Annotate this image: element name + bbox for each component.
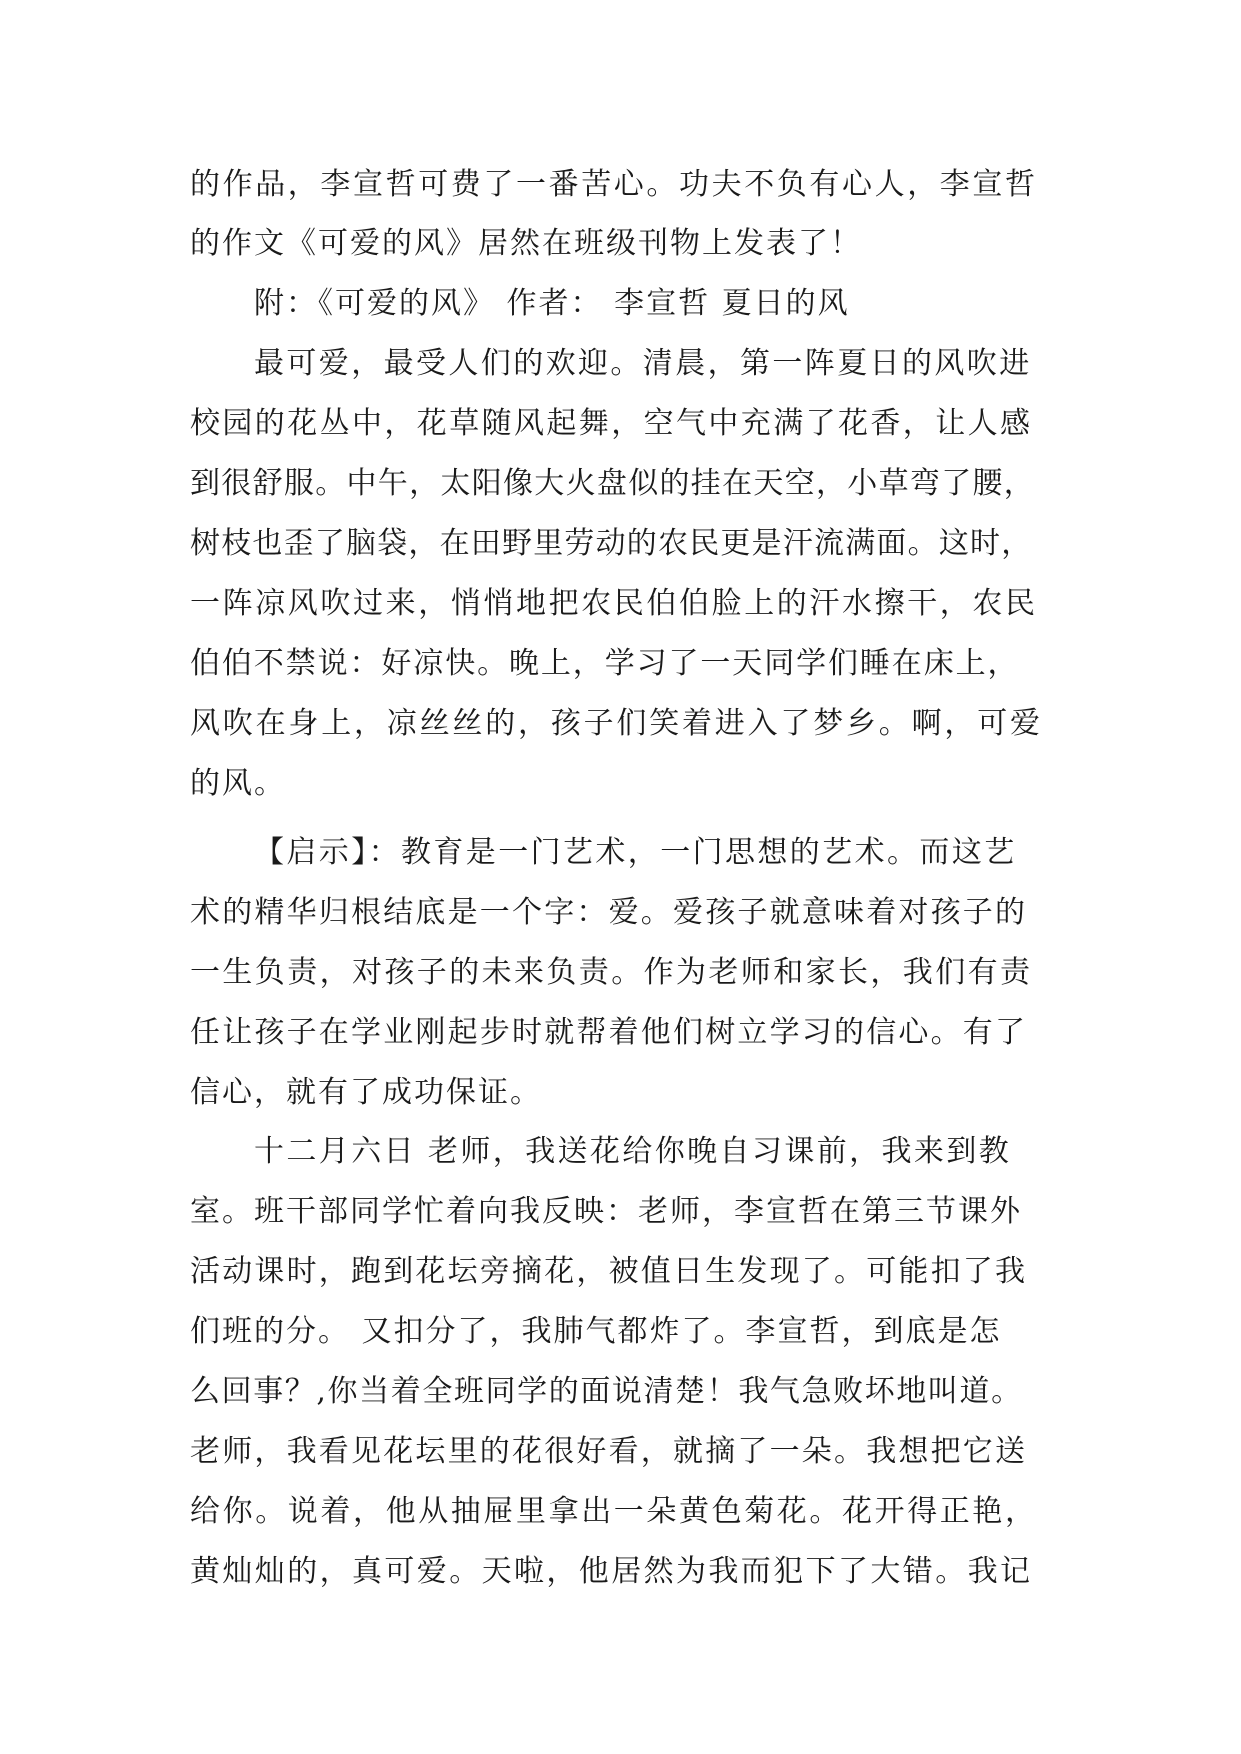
- text-line-content: 们班的分。 又扣分了，我肺气都炸了。李宣哲，到底是怎: [190, 1314, 1002, 1349]
- text-line: [0, 882, 1241, 944]
- text-line: [0, 333, 1241, 395]
- text-line-content: 老师，我看见花坛里的花很好看，就摘了一朵。我想把它送: [190, 1434, 1028, 1469]
- text-line-content: 的风。: [190, 766, 286, 801]
- text-line: [0, 1361, 1241, 1423]
- text-line: [0, 1062, 1241, 1124]
- text-line-content: 黄灿灿的，真可爱。天啦，他居然为我而犯下了大错。我记: [190, 1554, 1033, 1589]
- text-line: [0, 1301, 1241, 1363]
- text-line-content: 校园的花丛中，花草随风起舞，空气中充满了花香，让人感: [190, 406, 1033, 441]
- text-line-content: 到很舒服。中午，太阳像大火盘似的挂在天空，小草弯了腰，: [190, 466, 1036, 501]
- text-line: [0, 573, 1241, 635]
- text-line-content: 任让孩子在学业刚起步时就帮着他们树立学习的信心。有了: [190, 1015, 1028, 1050]
- text-line-content: 给你。说着，他从抽屉里拿出一朵黄色菊花。花开得正艳，: [190, 1494, 1038, 1529]
- text-line: [0, 393, 1241, 455]
- text-line-content: 附：《可爱的风》 作者： 李宣哲 夏日的风: [254, 286, 850, 321]
- text-line: [0, 213, 1241, 275]
- text-line: [0, 693, 1241, 755]
- text-line: [0, 822, 1241, 884]
- text-line: [0, 1002, 1241, 1064]
- text-line: [0, 1481, 1241, 1543]
- text-line-content: 树枝也歪了脑袋，在田野里劳动的农民更是汗流满面。这时，: [190, 526, 1033, 561]
- text-line: [0, 1121, 1241, 1183]
- text-line-content: 的作品，李宣哲可费了一番苦心。功夫不负有心人，李宣哲: [190, 167, 1038, 202]
- text-line-content: 最可爱，最受人们的欢迎。清晨，第一阵夏日的风吹进: [254, 346, 1032, 381]
- text-line-content: 术的精华归根结底是一个字：爱。爱孩子就意味着对孩子的: [190, 895, 1028, 930]
- text-line: [0, 633, 1241, 695]
- text-line-content: 室。班干部同学忙着向我反映：老师，李宣哲在第三节课外: [190, 1194, 1022, 1229]
- text-line-content: 一阵凉风吹过来，悄悄地把农民伯伯脸上的汗水擦干，农民: [190, 586, 1038, 621]
- text-line-content: 十二月六日 老师，我送花给你晚自习课前，我来到教: [254, 1134, 1012, 1169]
- text-line-content: 的作文《可爱的风》居然在班级刊物上发表了！: [190, 226, 862, 261]
- text-line: [0, 1541, 1241, 1603]
- text-line: [0, 1421, 1241, 1483]
- text-line: [0, 513, 1241, 575]
- text-line-content: 一生负责，对孩子的未来负责。作为老师和家长，我们有责: [190, 955, 1033, 990]
- text-line-content: 【启示】：教育是一门艺术，一门思想的艺术。而这艺: [254, 835, 1017, 870]
- text-line: [0, 753, 1241, 815]
- text-line-content: 信心，就有了成功保证。: [190, 1075, 542, 1110]
- text-line-content: 风吹在身上，凉丝丝的，孩子们笑着进入了梦乡。啊，可爱: [190, 706, 1043, 741]
- text-line: [0, 942, 1241, 1004]
- text-line-content: 活动课时，跑到花坛旁摘花，被值日生发现了。可能扣了我: [190, 1254, 1028, 1289]
- text-line-content: 伯伯不禁说：好凉快。晚上，学习了一天同学们睡在床上，: [190, 646, 1020, 681]
- text-line: [0, 154, 1241, 216]
- text-line-content: 么回事？,你当着全班同学的面说清楚！我气急败坏地叫道。: [190, 1374, 1023, 1409]
- text-line: [0, 273, 1241, 335]
- text-line: [0, 1241, 1241, 1303]
- text-line: [0, 1181, 1241, 1243]
- text-line: [0, 453, 1241, 515]
